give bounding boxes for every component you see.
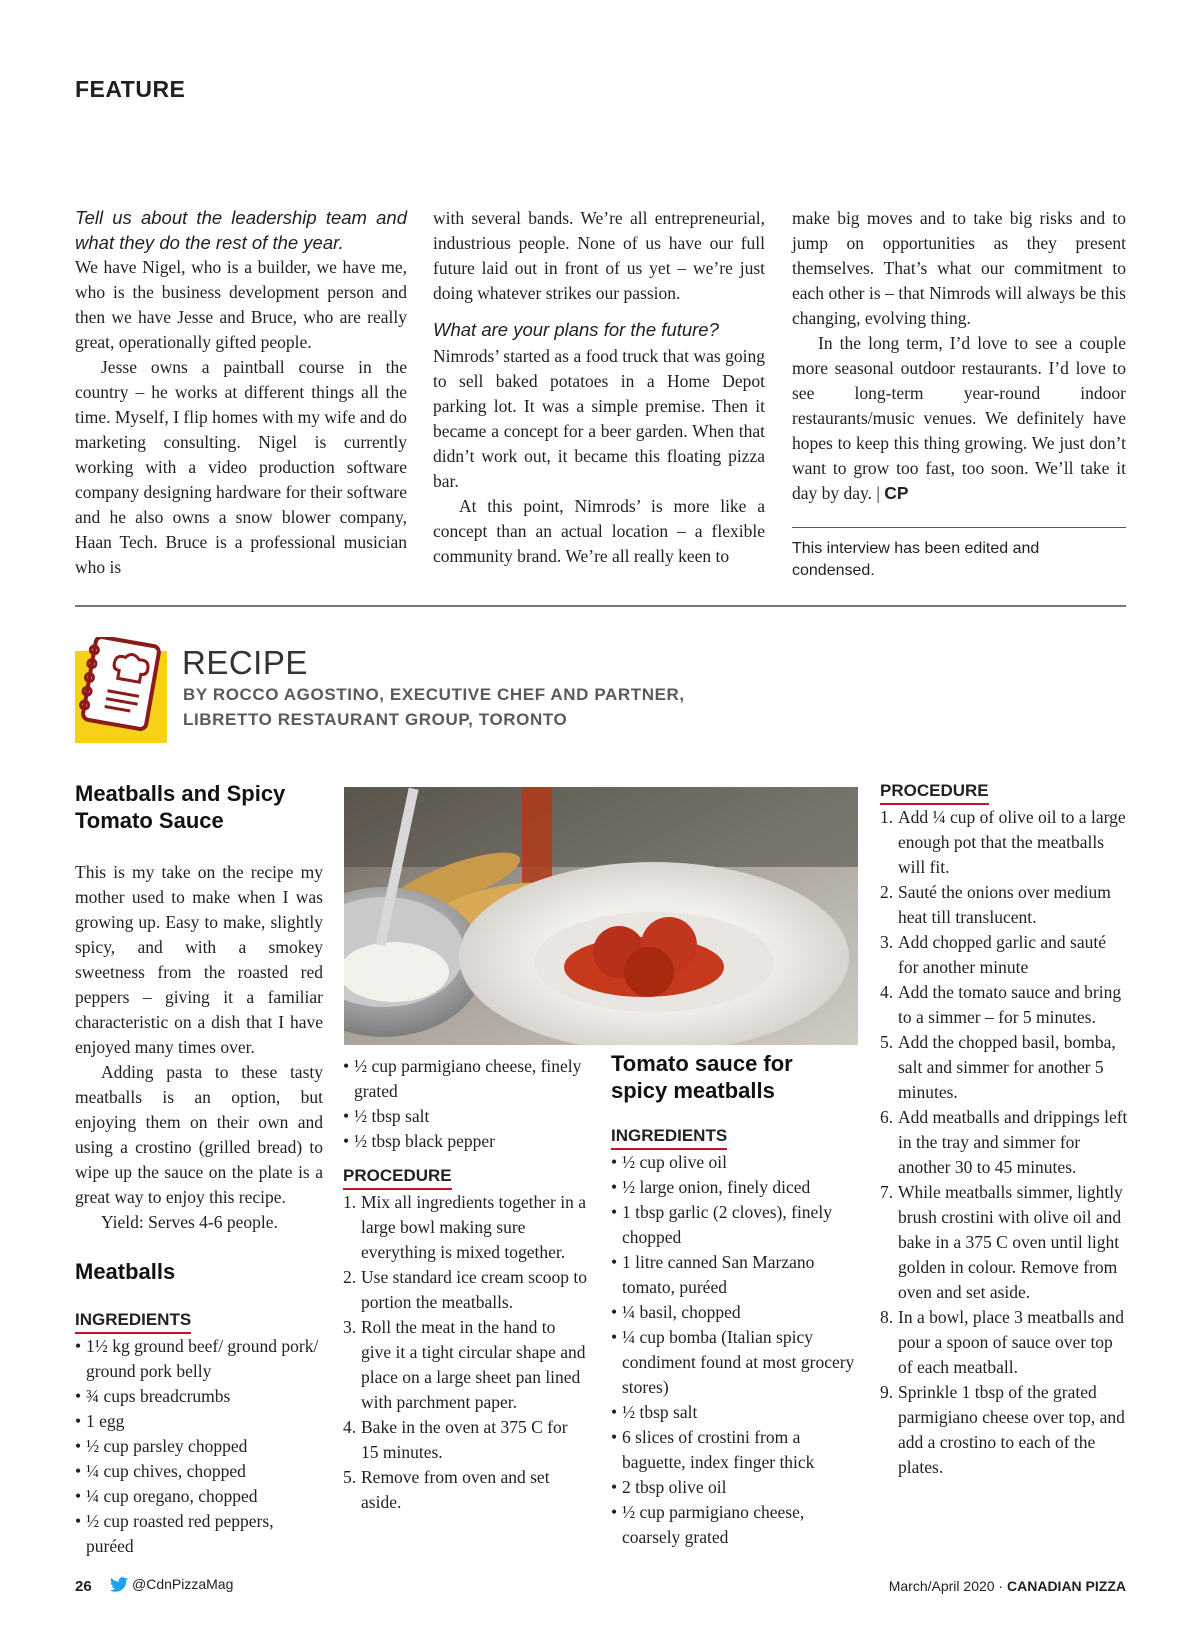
ingredient-item bbox=[75, 1459, 323, 1484]
ingredient-item bbox=[343, 1104, 588, 1129]
step-text: Bake in the oven at 375 C for 15 minutes. bbox=[361, 1417, 568, 1462]
ingredient-text: ¼ cup oregano, chopped bbox=[86, 1486, 258, 1506]
step-number: 7. bbox=[880, 1182, 894, 1202]
ingredients-label: INGREDIENTS bbox=[75, 1309, 191, 1334]
ingredient-text: 6 slices of crostini from a baguette, index finger thick bbox=[622, 1427, 815, 1472]
sauce-heading bbox=[611, 1050, 861, 1104]
ingredient-item bbox=[611, 1400, 861, 1425]
procedure-step bbox=[880, 805, 1130, 880]
recipe-column-3 bbox=[611, 1050, 861, 1550]
step-number: 5. bbox=[343, 1467, 357, 1487]
procedure-step bbox=[880, 1105, 1130, 1180]
ingredient-text: ½ cup parmigiano cheese, coarsely grated bbox=[622, 1502, 805, 1547]
ingredient-text: ¼ cup bomba (Italian spicy condiment found at most grocery stores) bbox=[622, 1327, 855, 1397]
step-number: 1. bbox=[880, 807, 894, 827]
ingredient-item bbox=[611, 1425, 861, 1475]
paragraph: with several bands. We’re all entrepreneurial, industrious people. None of us have our full future laid out in front of us yet – we’re just doing whatever strikes our passion. bbox=[433, 208, 765, 303]
sauce-ingredients bbox=[611, 1150, 861, 1550]
step-number: 6. bbox=[880, 1107, 894, 1127]
ingredient-text: ½ cup olive oil bbox=[622, 1152, 727, 1172]
step-text: Add meatballs and drippings left in the tray and simmer for another 30 to 45 minutes. bbox=[898, 1107, 1128, 1177]
ingredient-text: ½ cup roasted red peppers, puréed bbox=[86, 1511, 274, 1556]
ingredient-text: 2 tbsp olive oil bbox=[622, 1477, 727, 1497]
ingredient-text: ½ tbsp salt bbox=[622, 1402, 698, 1422]
step-number: 4. bbox=[343, 1417, 357, 1437]
paragraph: Jesse owns a paintball course in the country – he works at different things all the time. Myself, I flip homes with my wife and do marketing consulting. Nigel is currently working with a video production software company designing hardware for their software and he also owns a snow blower company, Haan Tech. Bruce is a professional musician who is bbox=[75, 357, 407, 577]
interview-column-2 bbox=[433, 206, 765, 569]
procedure-step bbox=[880, 930, 1130, 980]
dish-photo bbox=[344, 787, 858, 1045]
step-text: Roll the meat in the hand to give it a tight circular shape and place on a large sheet pan lined with parchment paper. bbox=[361, 1317, 586, 1412]
ingredient-item bbox=[75, 1384, 323, 1409]
paragraph: make big moves and to take big risks and to jump on opportunities as they present themselves. That’s what our commitment to each other is – that Nimrods will always be this changing, evolving thing. bbox=[792, 208, 1126, 328]
procedure-step bbox=[880, 1380, 1130, 1480]
ingredient-text: ½ cup parmigiano cheese, finely grated bbox=[354, 1056, 582, 1101]
paragraph: This is my take on the recipe my mother used to make when I was growing up. Easy to make, slightly spicy, and with a smokey sweetness from the roasted red peppers – giving it a familiar characteristic on a dish that I have enjoyed many times over. bbox=[75, 862, 323, 1057]
ingredient-text: ½ tbsp salt bbox=[354, 1106, 430, 1126]
ingredient-text: ¾ cups breadcrumbs bbox=[86, 1386, 231, 1406]
procedure-label: PROCEDURE bbox=[880, 780, 989, 805]
ingredient-item bbox=[343, 1129, 588, 1154]
sauce-heading-line-1: Tomato sauce for bbox=[611, 1051, 793, 1076]
step-number: 3. bbox=[880, 932, 894, 952]
step-text: Sprinkle 1 tbsp of the grated parmigiano cheese over top, and add a crostino to each of the plates. bbox=[898, 1382, 1125, 1477]
procedure-step bbox=[343, 1465, 588, 1515]
ingredient-item bbox=[75, 1484, 323, 1509]
ingredient-item bbox=[611, 1200, 861, 1250]
step-number: 5. bbox=[880, 1032, 894, 1052]
step-text: Add chopped garlic and sauté for another minute bbox=[898, 932, 1106, 977]
paragraph bbox=[792, 331, 1126, 506]
byline-line-2: LIBRETTO RESTAURANT GROUP, TORONTO bbox=[183, 710, 568, 729]
procedure-step bbox=[343, 1190, 588, 1265]
ingredient-item bbox=[343, 1054, 588, 1104]
paragraph: At this point, Nimrods’ is more like a concept than an actual location – a flexible community brand. We’re all really keen to bbox=[433, 495, 765, 566]
interview-column-3 bbox=[792, 206, 1126, 506]
step-text: While meatballs simmer, lightly brush crostini with olive oil and bake in a 375 C oven until light golden in colour. Remove from oven and set aside. bbox=[898, 1182, 1123, 1302]
ingredient-text: ¼ cup chives, chopped bbox=[86, 1461, 246, 1481]
recipe-title-line-2: Tomato Sauce bbox=[75, 808, 224, 833]
procedure-step bbox=[343, 1315, 588, 1415]
ingredient-item bbox=[611, 1250, 861, 1300]
ingredient-item bbox=[611, 1325, 861, 1400]
sauce-heading-line-2: spicy meatballs bbox=[611, 1078, 775, 1103]
interview-column-1 bbox=[75, 206, 407, 580]
step-text: Mix all ingredients together in a large bowl making sure everything is mixed together. bbox=[361, 1192, 587, 1262]
recipe-title-line-1: Meatballs and Spicy bbox=[75, 781, 286, 806]
ingredient-item bbox=[75, 1434, 323, 1459]
meatball-procedure bbox=[343, 1190, 588, 1515]
ingredient-text: ½ cup parsley chopped bbox=[86, 1436, 248, 1456]
section-divider bbox=[75, 605, 1126, 607]
question-leadership: Tell us about the leadership team and what they do the rest of the year. bbox=[75, 207, 407, 253]
step-text: Use standard ice cream scoop to portion the meatballs. bbox=[361, 1267, 587, 1312]
ingredient-item bbox=[75, 1409, 323, 1434]
procedure-step bbox=[880, 1180, 1130, 1305]
recipe-column-4 bbox=[880, 780, 1130, 1480]
bird-icon bbox=[110, 1577, 128, 1592]
meatballs-heading: Meatballs bbox=[75, 1259, 176, 1284]
step-number: 3. bbox=[343, 1317, 357, 1337]
procedure-step bbox=[880, 1030, 1130, 1105]
ingredient-text: ¼ basil, chopped bbox=[622, 1302, 741, 1322]
ingredient-item bbox=[611, 1150, 861, 1175]
paragraph: Nimrods’ started as a food truck that was going to sell baked potatoes in a Home Depot parking lot. It was a simple premise. Then it became a concept for a beer garden. When that didn’t work out, it became this floating pizza bar. bbox=[433, 345, 765, 491]
handle-text: @CdnPizzaMag bbox=[132, 1576, 234, 1592]
ingredient-text: ½ tbsp black pepper bbox=[354, 1131, 495, 1151]
social-handle[interactable] bbox=[110, 1576, 233, 1592]
recipe-intro bbox=[75, 860, 323, 1235]
ingredients-label: INGREDIENTS bbox=[611, 1125, 727, 1150]
step-text: Add ¼ cup of olive oil to a large enough pot that the meatballs will fit. bbox=[898, 807, 1126, 877]
cp-signoff: CP bbox=[884, 483, 909, 503]
step-number: 1. bbox=[343, 1192, 357, 1212]
question-future: What are your plans for the future? bbox=[433, 319, 719, 340]
issue-info bbox=[889, 1578, 1126, 1594]
issue-date: March/April 2020 · bbox=[888, 1578, 1004, 1594]
section-label: FEATURE bbox=[75, 76, 186, 102]
ingredient-item bbox=[611, 1300, 861, 1325]
recipe-column-1 bbox=[75, 780, 323, 1559]
ingredient-item bbox=[611, 1475, 861, 1500]
recipe-column-2 bbox=[343, 1054, 588, 1515]
byline-line-1: BY ROCCO AGOSTINO, EXECUTIVE CHEF AND PARTNER, bbox=[183, 685, 685, 704]
step-text: In a bowl, place 3 meatballs and pour a spoon of sauce over top of each meatball. bbox=[898, 1307, 1124, 1377]
procedure-step bbox=[880, 980, 1130, 1030]
step-text: Add the chopped basil, bomba, salt and simmer for another 5 minutes. bbox=[898, 1032, 1116, 1102]
step-number: 8. bbox=[880, 1307, 894, 1327]
ingredient-text: 1½ kg ground beef/ ground pork/ ground pork belly bbox=[86, 1336, 319, 1381]
ingredient-item bbox=[611, 1175, 861, 1200]
procedure-step bbox=[880, 880, 1130, 930]
procedure-label: PROCEDURE bbox=[343, 1165, 452, 1190]
meatball-ingredients-continued bbox=[343, 1054, 588, 1154]
ingredient-item bbox=[75, 1334, 323, 1384]
step-number: 4. bbox=[880, 982, 894, 1002]
recipe-book-icon bbox=[75, 637, 167, 743]
meatball-ingredients bbox=[75, 1334, 323, 1559]
step-number: 9. bbox=[880, 1382, 894, 1402]
step-text: Sauté the onions over medium heat till translucent. bbox=[898, 882, 1111, 927]
magazine-name: CANADIAN PIZZA bbox=[1007, 1578, 1126, 1594]
ingredient-text: 1 tbsp garlic (2 cloves), finely chopped bbox=[622, 1202, 832, 1247]
recipe-byline bbox=[183, 682, 685, 732]
paragraph: We have Nigel, who is a builder, we have me, who is the business development person and then we have Jesse and Bruce, who are really great, operationally gifted people. bbox=[75, 257, 407, 352]
sauce-procedure bbox=[880, 805, 1130, 1480]
step-text: Add the tomato sauce and bring to a simmer – for 5 minutes. bbox=[898, 982, 1122, 1027]
ingredient-text: 1 litre canned San Marzano tomato, puréed bbox=[622, 1252, 815, 1297]
procedure-step bbox=[880, 1305, 1130, 1380]
ingredient-item bbox=[75, 1509, 323, 1559]
step-text: Remove from oven and set aside. bbox=[361, 1467, 550, 1512]
ingredient-text: 1 egg bbox=[86, 1411, 125, 1431]
note-divider bbox=[792, 527, 1126, 528]
recipe-title bbox=[75, 780, 323, 834]
closing-text: In the long term, I’d love to see a couple more seasonal outdoor restaurants. I’d love to see long-term year-round indoor restaurants/music venues. We definitely have hopes to keep this thing growing. We just don’t want to grow too fast, too soon. We’ll take it day by day. | bbox=[792, 333, 1126, 503]
step-number: 2. bbox=[880, 882, 894, 902]
page-number: 26 bbox=[75, 1578, 92, 1595]
ingredient-item bbox=[611, 1500, 861, 1550]
procedure-step bbox=[343, 1415, 588, 1465]
step-number: 2. bbox=[343, 1267, 357, 1287]
procedure-step bbox=[343, 1265, 588, 1315]
paragraph: Adding pasta to these tasty meatballs is an option, but enjoying them on their own and using a crostino (grilled bread) to wipe up the sauce on the plate is a great way to enjoy this recipe. bbox=[75, 1062, 323, 1207]
editor-note: This interview has been edited and condensed. bbox=[792, 540, 1040, 579]
recipe-heading: RECIPE bbox=[182, 644, 308, 681]
ingredient-text: ½ large onion, finely diced bbox=[622, 1177, 811, 1197]
yield: Yield: Serves 4-6 people. bbox=[101, 1212, 278, 1232]
